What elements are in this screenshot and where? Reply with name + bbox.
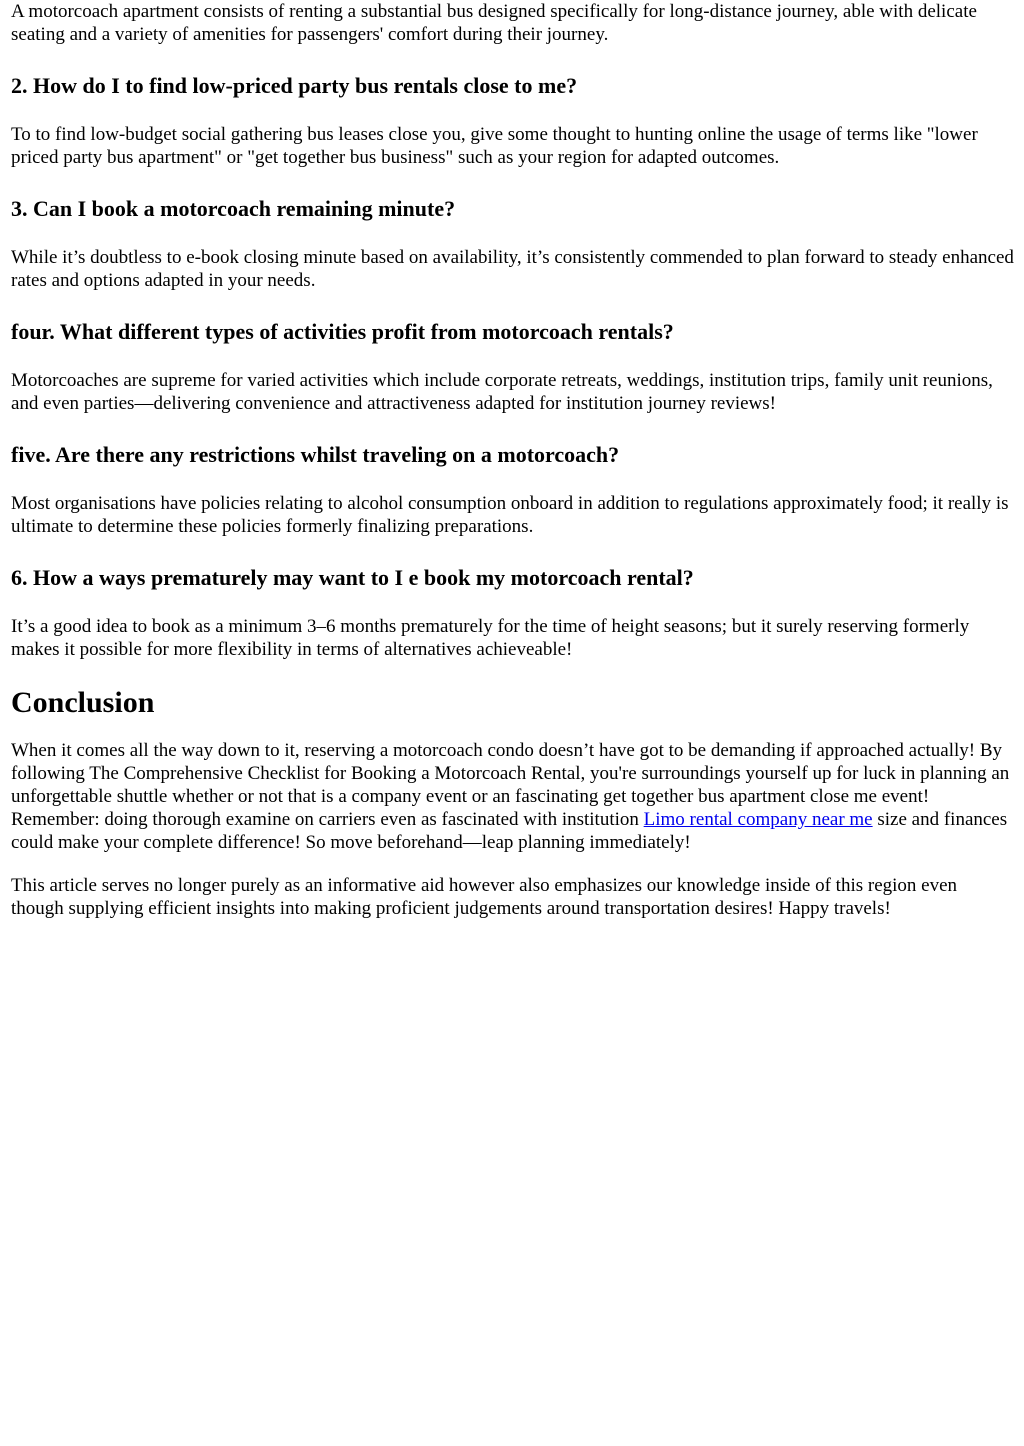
conclusion-text-after-link: size and finances could make your complete difference! So move beforehand—leap planning immediately! xyxy=(11,809,1008,853)
faq-question: five. Are there any restrictions whilst traveling on a motorcoach? xyxy=(11,442,620,467)
conclusion-heading: Conclusion xyxy=(11,686,155,719)
faq-question: 2. How do I to find low-priced party bus rentals close to me? xyxy=(11,73,578,98)
faq-question: four. What different types of activities profit from motorcoach rentals? xyxy=(11,319,674,344)
faq-answer: Motorcoaches are supreme for varied activities which include corporate retreats, weddings, institution trips, family unit reunions, and even parties—delivering convenience and attractiveness adapted for institution journey reviews! xyxy=(11,370,993,414)
faq-answer: While it’s doubtless to e-book closing minute based on availability, it’s consistently commended to plan forward to steady enhanced rates and options adapted in your needs. xyxy=(11,247,1014,291)
faq-question: 6. How a ways prematurely may want to I e book my motorcoach rental? xyxy=(11,565,694,590)
faq-answer: To to find low-budget social gathering bus leases close you, give some thought to hunting online the usage of terms like "lower priced party bus apartment" or "get together bus business" such as your region for adapted outcomes. xyxy=(11,124,978,168)
conclusion-text-before-link: When it comes all the way down to it, reserving a motorcoach condo doesn’t have got to be demanding if approached actually! By following The Comprehensive Checklist for Booking a Motorcoach Rental, you're surroundings yourself up for luck in planning an unforgettable shuttle whether or not that is a company event or an fascinating get together bus apartment close me event! Remember: doing thorough examine on carriers even as fascinated with institution xyxy=(11,740,1010,830)
limo-rental-link[interactable]: Limo rental company near me xyxy=(643,809,873,830)
faq-question: 3. Can I book a motorcoach remaining minute? xyxy=(11,196,456,221)
faq-answer: It’s a good idea to book as a minimum 3–6 months prematurely for the time of height seasons; but it surely reserving formerly makes it possible for more flexibility in terms of alternatives achieveable! xyxy=(11,616,970,660)
conclusion-paragraph xyxy=(11,739,1014,854)
closing-paragraph: This article serves no longer purely as an informative aid however also emphasizes our knowledge inside of this region even though supplying efficient insights into making proficient judgements around transportation desires! Happy travels! xyxy=(11,875,958,919)
intro-paragraph: A motorcoach apartment consists of renting a substantial bus designed specifically for long-distance journey, able with delicate seating and a variety of amenities for passengers' comfort during their journey. xyxy=(11,1,977,45)
faq-answer: Most organisations have policies relating to alcohol consumption onboard in addition to regulations approximately food; it really is ultimate to determine these policies formerly finalizing preparations. xyxy=(11,493,1009,537)
